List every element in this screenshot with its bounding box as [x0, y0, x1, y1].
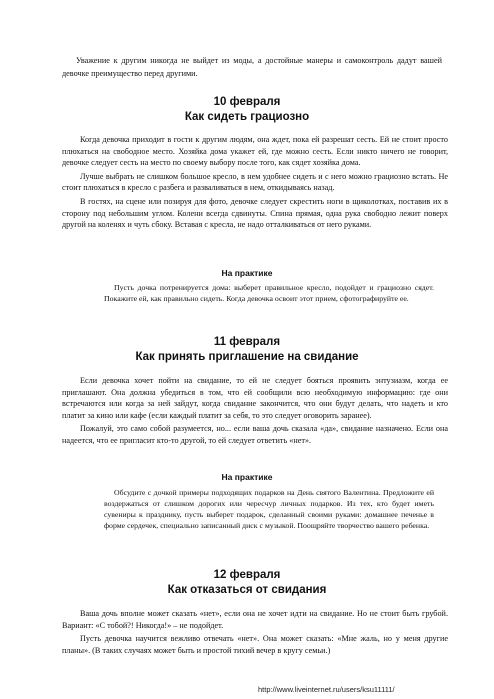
section-title: Как отказаться от свидания [167, 584, 327, 596]
section-date: 11 февраля [213, 336, 281, 348]
section-date: 10 февраля [213, 96, 281, 108]
practice-box [104, 487, 434, 531]
body-paragraph: В гостях, на сцене или позируя для фото, девочке следует скрестить ноги в щиколотках, поставив их в сторону под небольшим углом. Колени всегда сдвинуты. Спина прямая, одна рука свободно лежит поверх другой на коленях и чуть сбоку. Вставая с кресла, не надо отталкиваться от него руками. [62, 196, 448, 230]
intro-paragraph: Уважение к другим никогда не выйдет из моды, а достойные манеры и самоконтроль дадут вашей девочке преимущество перед другими. [62, 56, 442, 78]
body-paragraph: Ваша дочь вполне может сказать «нет», если она не хочет идти на свидание. Но не стоит быть грубой. Вариант: «С тобой?! Никогда!» – не подойдет. [62, 609, 448, 630]
section-body [62, 134, 448, 233]
section-body [62, 375, 448, 449]
section-body [62, 608, 448, 658]
body-paragraph: Лучше выбрать не слишком большое кресло, в нем удобнее сидеть и с него можно грациозно встать. Не стоит плюхаться в кресло с разбега и разваливаться в нем, откидываясь назад. [62, 171, 448, 193]
section-date: 12 февраля [213, 569, 281, 581]
body-paragraph: Пожалуй, это само собой разумеется, но... если ваша дочь сказала «да», свидание назначено. Если она надеется, что ее пригласит кто-то другой, то ей следует ответить «нет». [62, 424, 448, 445]
body-paragraph: Когда девочка приходит в гости к другим людям, она ждет, пока ей разрешат сесть. Ей не стоит просто плюхаться на свободное место. Хозяйка дома укажет ей, где можно сесть. Если никто ничего не говорит, девочке следует сесть на место по своему выбору после того, как сядет хозяйка дома. [62, 135, 448, 168]
body-paragraph: Пусть девочка научится вежливо отвечать «нет». Она может сказать: «Мне жаль, но у меня другие планы». (В таких случаях может быть и простой тихий вечер в кругу семьи.) [62, 634, 448, 655]
practice-title: На практике [221, 268, 273, 278]
practice-title: На практике [221, 472, 273, 482]
body-paragraph: Если девочка хочет пойти на свидание, то ей не следует бояться проявить энтузиазм, когда ее приглашают. Она должна убедиться в том, что ей сообщили всю необходимую информацию: где они встречаются или когда за ней зайдут, когда свидание закончится, что они будут делать, что надеть и кто платит за кино или кафе (если каждый платит за себя, то это следует оговорить заранее). [62, 376, 448, 420]
practice-box [104, 282, 434, 304]
practice-text: Пусть дочка потренируется дома: выберет правильное кресло, подойдет и грациозно сядет. Покажите ей, как правильно сидеть. Когда девочка освоит этот прием, сфотографируйте ее. [104, 283, 434, 303]
footer-url: http://www.liveinternet.ru/users/ksu11111/ [258, 685, 395, 694]
section-title: Как сидеть грациозно [184, 111, 310, 123]
practice-text: Обсудите с дочкой примеры подходящих подарков на День святого Валентина. Предложите ей воздержаться от слишком дорогих или чересчур личных подарков. Из тех, кто будет иметь сувениры к празднику, пусть выберет подарок, сделанный своими руками: домашнее печенье в форме сердечек, специально записанный диск с музыкой. Поощряйте творчество вашего ребенка. [104, 488, 434, 530]
section-title: Как принять приглашение на свидание [135, 351, 359, 363]
